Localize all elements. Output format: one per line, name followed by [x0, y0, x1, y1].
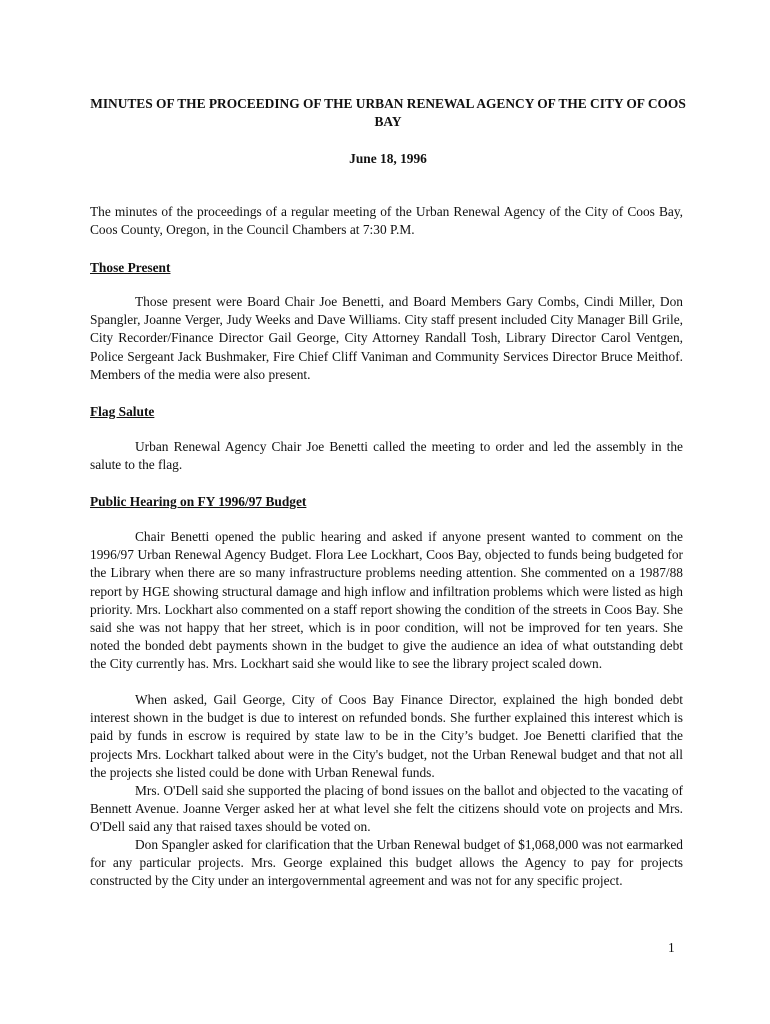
page-number: 1 — [668, 940, 675, 955]
those-present-paragraph: Those present were Board Chair Joe Benetti, and Board Members Gary Combs, Cindi Miller, Don Spangler, Joanne Verger, Judy Weeks and Dave Williams. City staff present included City Manager Bill Grile, City Recorder/Finance Director Gail George, City Attorney Randall Tosh, Library Director Carol Ventgen, Police Sergeant Jack Bushmaker, Fire Chief Cliff Vaniman and Community Services Director Bruce Meithof. Members of the media were also present. — [90, 294, 683, 382]
document-title: MINUTES OF THE PROCEEDING OF THE URBAN RENEWAL AGENCY OF THE CITY OF COOS BAY — [90, 96, 686, 129]
flag-salute-paragraph: Urban Renewal Agency Chair Joe Benetti called the meeting to order and led the assembly in the salute to the flag. — [90, 439, 683, 473]
public-hearing-paragraph-4: Don Spangler asked for clarification that the Urban Renewal budget of $1,068,000 was not earmarked for any particular projects. Mrs. George explained this budget allows the Agency to pay for projects constructed by the City under an intergovernmental agreement and was not for any specific project. — [90, 837, 683, 889]
intro-paragraph: The minutes of the proceedings of a regular meeting of the Urban Renewal Agency of the City of Coos Bay, Coos County, Oregon, in the Council Chambers at 7:30 P.M. — [90, 204, 683, 238]
public-hearing-paragraph-1: Chair Benetti opened the public hearing and asked if anyone present wanted to comment on the 1996/97 Urban Renewal Agency Budget. Flora Lee Lockhart, Coos Bay, objected to funds being budgeted for the Library when there are so many infrastructure problems needing attention. She commented on a 1987/88 report by HGE showing structural damage and high inflow and infiltration problems which were listed as high priority. Mrs. Lockhart also commented on a staff report showing the condition of the streets in Coos Bay. She said she was not happy that her street, which is in poor condition, will not be improved for ten years. She noted the bonded debt payments shown in the budget to give the audience an idea of what outstanding debt the City currently has. Mrs. Lockhart said she would like to see the library project scaled down. — [90, 529, 683, 672]
public-hearing-paragraph-2: When asked, Gail George, City of Coos Bay Finance Director, explained the high bonded debt interest shown in the budget is due to interest on refunded bonds. She further explained this interest which is paid by funds in escrow is required by state law to be in the City’s budget. Joe Benetti clarified that the projects Mrs. Lockhart talked about were in the City's budget, not the Urban Renewal budget and that not all the projects she listed could be done with Urban Renewal funds. — [90, 692, 683, 780]
public-hearing-paragraph-3: Mrs. O'Dell said she supported the placing of bond issues on the ballot and objected to the vacating of Bennett Avenue. Joanne Verger asked her at what level she felt the citizens should vote on projects and Mrs. O'Dell said any that raised taxes should be voted on. — [90, 783, 683, 835]
meeting-date: June 18, 1996 — [349, 151, 427, 166]
section-heading-those-present: Those Present — [90, 260, 171, 275]
section-heading-public-hearing: Public Hearing on FY 1996/97 Budget — [90, 494, 307, 509]
section-heading-flag-salute: Flag Salute — [90, 404, 155, 419]
